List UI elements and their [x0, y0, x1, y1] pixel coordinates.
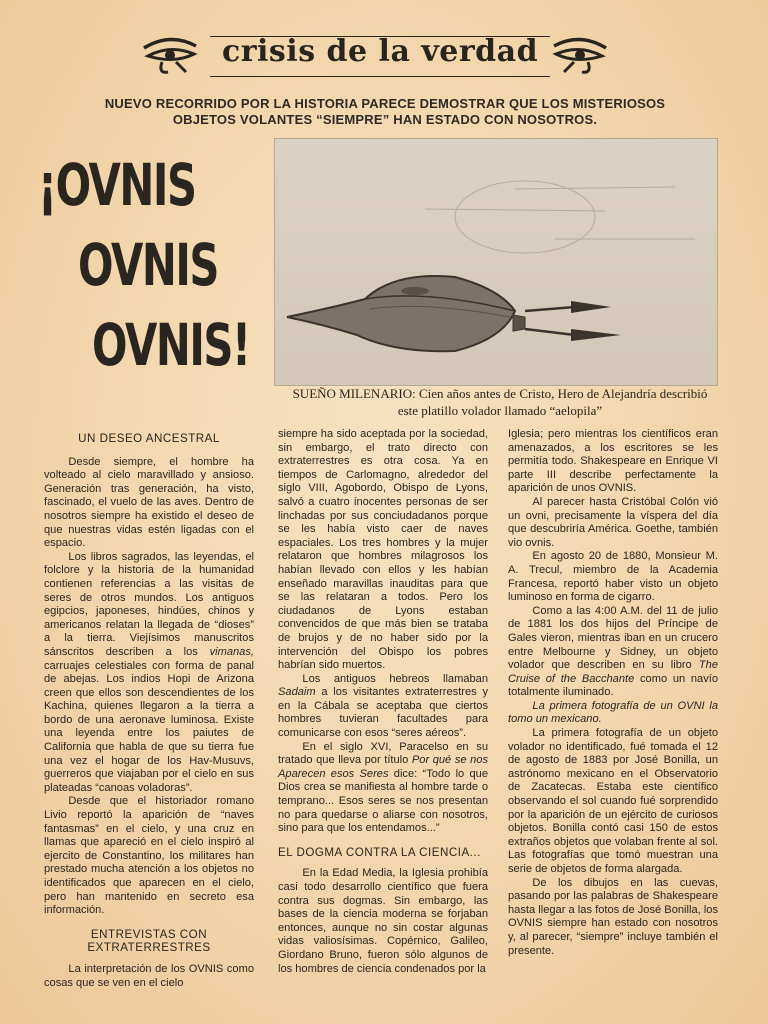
headline-line-2: OVNIS [78, 231, 219, 299]
article-column-1 [44, 432, 254, 990]
paragraph: Iglesia; pero mientras los científicos eran amenazados, a los escritores se les permitía todo. Shakespeare en Enrique VI parte III describe perfectamente la aparición de unos OVNIS. [508, 428, 718, 495]
eye-of-horus-icon [550, 34, 610, 76]
article-column-2 [278, 428, 488, 976]
paragraph: Los antiguos hebreos llamaban Sadaim a los visitantes extraterrestres y en la Cábala se aceptaba que ciertos hombres tuvieran facultades para comunicarse con esos “seres aéreos”. [278, 672, 488, 740]
headline-line-3: OVNIS! [92, 311, 250, 379]
paragraph: De los dibujos en las cuevas, pasando por las palabras de Shakespeare hasta llegar a las fotos de José Bonilla, los OVNIS siempre han estado con nosotros y, al parecer, “siempre” incluye también el presente. [508, 876, 718, 957]
paragraph: siempre ha sido aceptada por la sociedad, sin embargo, el trato directo con extraterrestres es otra cosa. Ya en tiempos de Carlomagno, alrededor del siglo VIII, Agobordo, Obispo de Lyons, salvó a cuatro inocentes personas de ser linchadas por sus conciudadanos porque se les había visto caer de naves espaciales. Los tres hombres y la mujer relataron que hombres milagrosos los habían llevado con ellos y les habían enseñado maravillas inauditas para que se las relataran a todos. Pero los ciudadanos de Lyons estaban convencidos de que más bien se trataba de brujos y de no haber sido por la intervención del Obispo los pobres habrían sido muertos. [278, 428, 488, 672]
paragraph: En el siglo XVI, Paracelso en su tratado que lleva por título Por qué se nos Aparecen esos Seres dice: “Todo lo que Dios crea se manifiesta al hombre tarde o temprano... Esos seres se nos presentan no para quedarse o aliarse con nosotros, sino para que los entendamos...” [278, 740, 489, 835]
section-heading-dogma: EL DOGMA CONTRA LA CIENCIA... [278, 845, 481, 859]
subheadline-line-1: NUEVO RECORRIDO POR LA HISTORIA PARECE DEMOSTRAR QUE LOS MISTERIOSOS [104, 96, 666, 111]
section-heading-entrevistas: ENTREVISTAS CON EXTRATERRESTRES [87, 927, 211, 955]
paragraph: En la Edad Media, la Iglesia prohibía casi todo desarrollo científico que fuera contra sus dogmas. Sin embargo, las bases de la ciencia moderna se forjaban entonces, aunque no sin costar algunas vidas valiosísimas. Copérnico, Galileo, Giordano Bruno, fueron sólo algunos de los hombres de ciencia condenados por la [278, 867, 488, 975]
article-column-3 [508, 428, 718, 958]
caption-line-1: SUEÑO MILENARIO: Cien años antes de Cristo, Hero de Alejandría describió [292, 386, 708, 401]
aelopila-photo [274, 138, 718, 386]
caption-line-2: este platillo volador llamado “aelopila” [397, 403, 603, 418]
paragraph: Al parecer hasta Cristóbal Colón vió un ovni, precisamente la víspera del día que descubriría América. Goethe, también vio ovnis. [508, 495, 718, 549]
flying-saucer-illustration [275, 139, 717, 385]
paragraph: Desde siempre, el hombre ha volteado al cielo maravillado y ansioso. Generación tras generación, ha visto, fascinado, el vuelo de las aves. Dentro de nosotros siempre ha existido el deseo de que nuestras vidas estén ligadas con el espacio. [44, 455, 254, 550]
paragraph: Como a las 4:00 A.M. del 11 de julio de 1881 los dos hijos del Príncipe de Gales vieron, mientras iban en un crucero entre Melbourne y Sidney, un objeto volador que describen en su libro The Cruise of the Bacchante como un navío totalmente iluminado. [508, 604, 719, 699]
subheadline [60, 96, 710, 128]
section-header [140, 30, 610, 82]
eye-of-horus-icon [140, 34, 200, 76]
paragraph: La primera fotografía de un objeto volador no identificado, fué tomada el 12 de agosto de 1883 por José Bonilla, un astrónomo mexicano en el Observatorio de Zacatecas. Estaba este científico observando el sol cuando fué sorprendido por la aparición de un ejército de curiosos objetos. Bonilla contó casi 150 de estos extraños objetos que volaban frente al sol. Las fotografías que tomó muestran una serie de objetos de forma alargada. [508, 727, 718, 875]
paragraph: Los libros sagrados, las leyendas, el folclore y la historia de la humanidad contienen referencias a las visitas de seres de otros mundos. Los antiguos egipcios, japoneses, hindúes, chinos y americanos relatan la llegada de “dioses” a la tierra. Viejísimos manuscritos sánscritos describen a los vimanas, carruajes celestiales con forma de panal de abejas. Los indios Hopi de Arizona creen que ellos son descendientes de los Kachina, quienes llegaron a la tierra a bordo de una aeronave luminosa. Existe una leyenda entre los paiutes de California que habla de que su tierra fue una vez el hogar de los Hav-Musuvs, guerreros que viajaban por el cielo en sus plateadas “canoas voladoras”. [44, 550, 254, 794]
photo-caption [280, 385, 720, 419]
section-heading-deseo-ancestral: UN DESEO ANCESTRAL [78, 432, 220, 445]
paragraph: En agosto 20 de 1880, Monsieur M. A. Trecul, miembro de la Academia Francesa, reportó haber visto un objeto luminoso en forma de cigarro. [508, 550, 718, 604]
header-rule-bottom [210, 76, 550, 77]
section-title: crisis de la verdad [221, 34, 539, 69]
headline-line-1: ¡OVNIS [38, 151, 196, 219]
subheadline-line-2: OBJETOS VOLANTES “SIEMPRE” HAN ESTADO CON NOSOTROS. [172, 112, 598, 127]
italic-subheading: La primera fotografía de un OVNI la tomo un mexicano. [508, 699, 718, 726]
paragraph: La interpretación de los OVNIS como cosas que se ven en el cielo [44, 962, 254, 989]
paragraph: Desde que el historiador romano Livio reportó la aparición de “naves fantasmas” en el cielo, y una cruz en llamas que apareció en el cielo inspiró al ejercito de Constantino, los militares han prestado mucha atención a los objetos no identificados que aparecen en el cielo, pero han mantenido en secreto esa información. [44, 795, 254, 917]
